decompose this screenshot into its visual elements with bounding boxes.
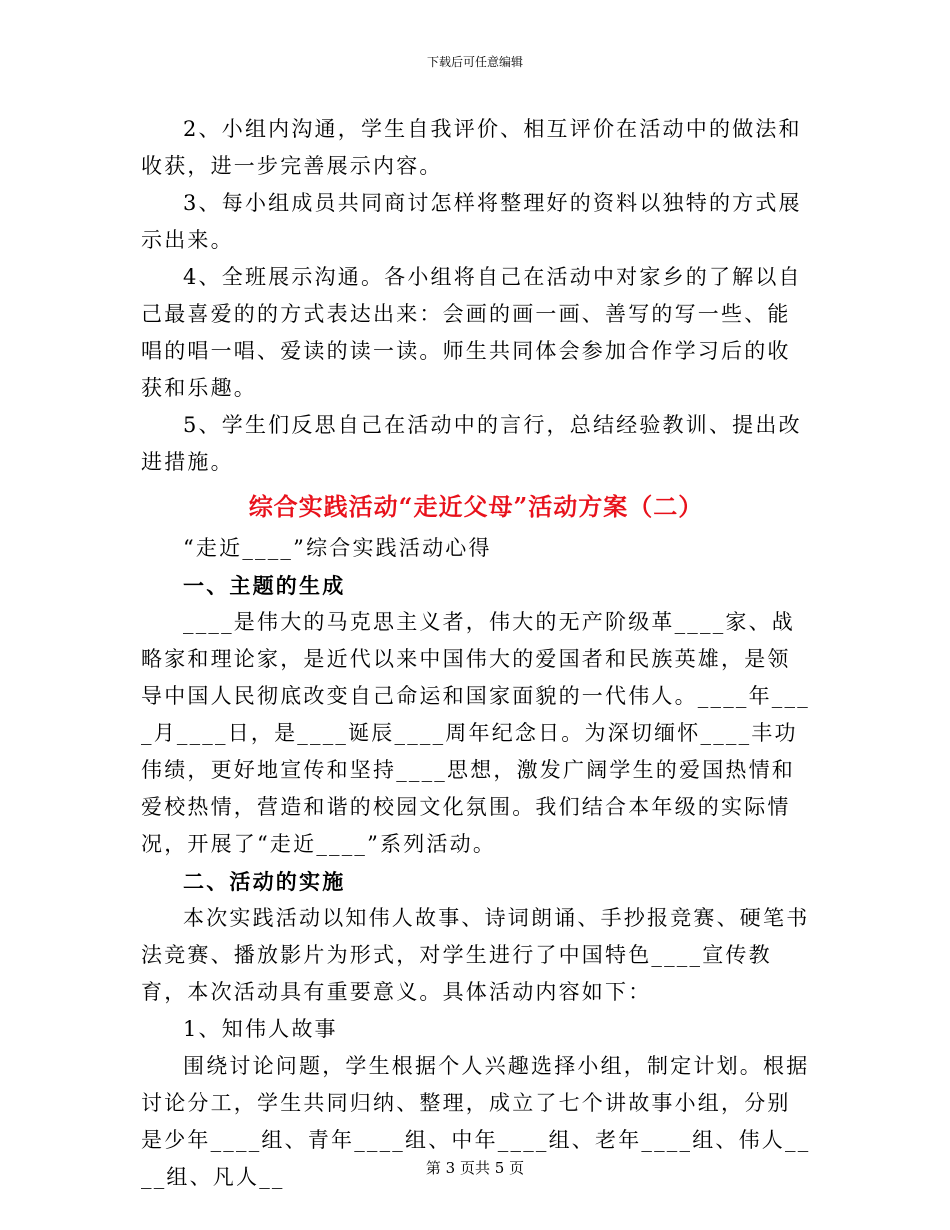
paragraph: 本次实践活动以知伟人故事、诗词朗诵、手抄报竞赛、硬笔书法竞赛、播放影片为形式，对学生进行了中国特色____宣传教育，本次活动具有重要意义。具体活动内容如下：	[141, 906, 810, 1004]
paragraph: 2、小组内沟通，学生自我评价、相互评价在活动中的做法和收获，进一步完善展示内容。	[141, 117, 802, 178]
document-body	[141, 111, 811, 1196]
page-header: 下载后可任意编辑	[426, 55, 523, 69]
paragraph: 5、学生们反思自己在活动中的言行，总结经验教训、提出改进措施。	[141, 413, 802, 474]
paragraph: 3、每小组成员共同商讨怎样将整理好的资料以独特的方式展示出来。	[141, 191, 802, 252]
bottom-paragraphs	[141, 530, 811, 1196]
heading-activity-implementation: 二、活动的实施	[183, 869, 346, 894]
heading-topic-generation: 一、主题的生成	[183, 573, 346, 598]
paragraph: 围绕讨论问题，学生根据个人兴趣选择小组，制定计划。根据讨论分工，学生共同归纳、整理，成立了七个讲故事小组，分别是少年____组、青年____组、中年____组、老年____组、伟人____组、凡人__	[141, 1054, 811, 1189]
paragraph: ____是伟大的马克思主义者，伟大的无产阶级革____家、战略家和理论家，是近代以来中国伟大的爱国者和民族英雄，是领导中国人民彻底改变自己命运和国家面貌的一代伟人。____年____月____日，是____诞辰____周年纪念日。为深切缅怀____丰功伟绩，更好地宣传和坚持____思想，激发广阔学生的爱国热情和爱校热情，营造和谐的校园文化氛围。我们结合本年级的实际情况，开展了“走近____”系列活动。	[141, 610, 810, 856]
subheading-stories: 1、知伟人故事	[183, 1017, 338, 1041]
paragraph: 4、全班展示沟通。各小组将自己在活动中对家乡的了解以自己最喜爱的的方式表达出来：会画的画一画、善写的写一些、能唱的唱一唱、爱读的读一读。师生共同体会参加合作学习后的收获和乐趣。	[141, 265, 802, 400]
subtitle-line: “走近____”综合实践活动心得	[183, 536, 492, 560]
top-paragraphs	[141, 111, 811, 481]
section-title: 综合实践活动“走近父母”活动方案（二）	[248, 492, 704, 521]
page-footer: 第 3 页共 5 页	[425, 1159, 525, 1177]
